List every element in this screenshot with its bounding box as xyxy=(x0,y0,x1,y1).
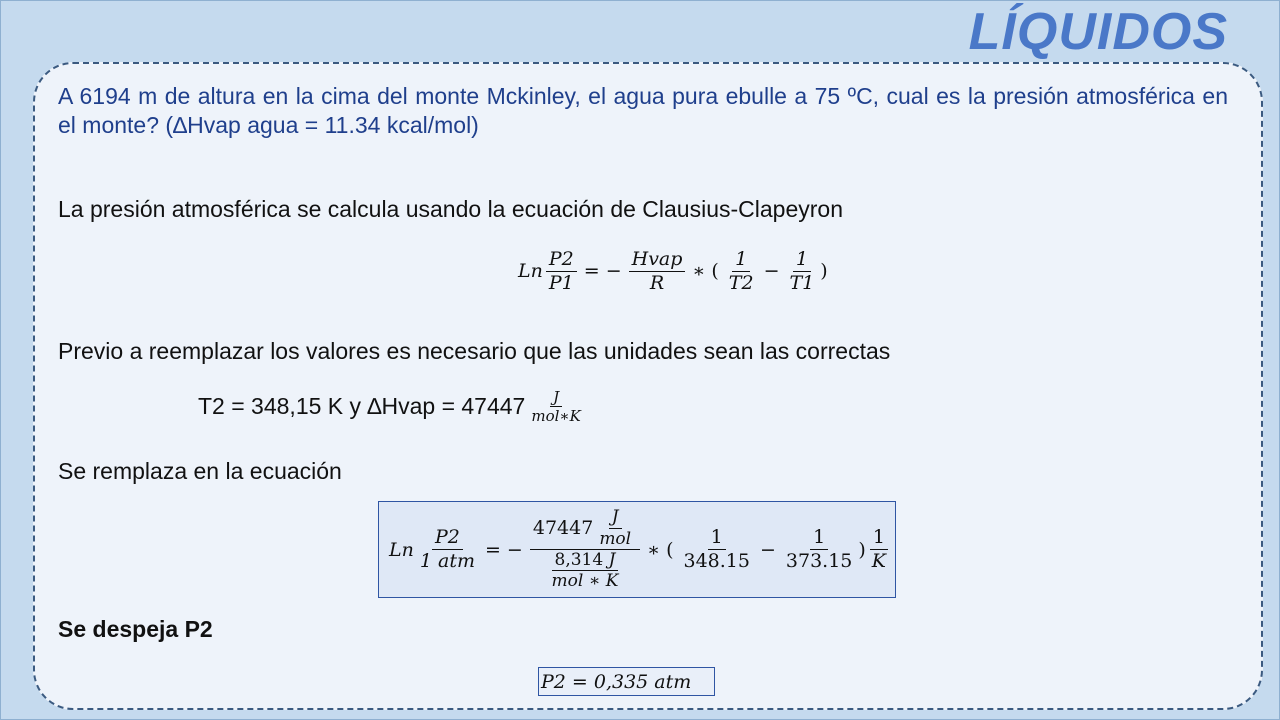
eq1-one-b: 1 xyxy=(793,248,811,272)
values-unit-den: mol∗K xyxy=(531,407,581,425)
eq1-equals: = − xyxy=(583,260,622,283)
result-text: P2 = 0,335 atm xyxy=(541,670,692,693)
result-box xyxy=(538,667,715,696)
eq1-inv-t2 xyxy=(726,248,757,295)
eq1-p1: P1 xyxy=(548,271,574,294)
eq2-den-value xyxy=(552,550,619,571)
eq2-one-b: 1 xyxy=(810,526,828,550)
eq2-p2: P2 xyxy=(432,526,463,550)
values-unit-num: J xyxy=(550,388,562,407)
eq1-inv-t1 xyxy=(786,248,817,295)
eq2-num-unit-d: mol xyxy=(599,528,632,549)
eq2-den-unit-d: mol ∗ K xyxy=(551,571,619,592)
eq2-close: ) xyxy=(858,538,866,561)
eq2-num-unit-n: J xyxy=(609,507,622,528)
eq2-inv-ta xyxy=(680,526,752,573)
eq2-one-a: 1 xyxy=(708,526,726,550)
slide-title: LÍQUIDOS xyxy=(968,3,1228,61)
content-panel xyxy=(33,62,1263,710)
substituted-equation xyxy=(378,501,896,598)
eq2-inv-tb xyxy=(783,526,855,573)
eq2-den: 8,314 xyxy=(554,550,604,570)
eq2-equals: = − xyxy=(484,538,523,561)
eq2-den-unit xyxy=(549,550,622,592)
remplaza-text: Se remplaza en la ecuación xyxy=(58,458,342,484)
eq1-close: ) xyxy=(820,260,828,283)
eq1-p-ratio xyxy=(546,248,577,295)
eq1-one-a: 1 xyxy=(732,248,750,272)
intro-text: La presión atmosférica se calcula usando la ecuación de Clausius-Clapeyron xyxy=(58,196,843,222)
eq1-star: ∗ ( xyxy=(692,260,719,283)
eq2-num: 47447 xyxy=(532,516,594,539)
clausius-clapeyron-equation xyxy=(518,248,828,295)
converted-values xyxy=(198,388,587,425)
values-text: T2 = 348,15 K y ∆Hvap = 47447 xyxy=(198,393,526,419)
problem-statement: A 6194 m de altura en la cima del monte Mckinley, el agua pura ebulle a 75 ºC, cual es la presión atmosférica en el monte? (∆Hvap agua = 11.34 kcal/mol) xyxy=(58,83,1228,138)
eq2-star: ∗ ( xyxy=(647,538,674,561)
eq1-hvap: Hvap xyxy=(629,248,686,272)
eq1-p2: P2 xyxy=(546,248,577,272)
eq2-numerator xyxy=(530,507,640,550)
eq2-one-c: 1 xyxy=(870,526,888,550)
previo-text: Previo a reemplazar los valores es necesario que las unidades sean las correctas xyxy=(58,338,891,364)
eq2-inv-k xyxy=(869,526,889,573)
values-unit xyxy=(528,388,583,425)
eq1-ln: Ln xyxy=(518,260,543,283)
eq1-r: R xyxy=(649,271,665,294)
eq2-den-unit-n: J xyxy=(608,550,616,570)
eq1-t2: T2 xyxy=(728,271,754,294)
eq2-num-unit xyxy=(596,507,634,549)
despeja-text: Se despeja P2 xyxy=(58,616,213,642)
eq2-minus: − xyxy=(759,538,776,561)
eq2-t-a: 348.15 xyxy=(683,550,750,572)
eq2-big-fraction xyxy=(530,507,640,592)
eq2-ln: Ln xyxy=(389,538,414,561)
eq2-k: K xyxy=(871,550,886,572)
eq1-minus: − xyxy=(763,260,780,283)
eq2-p-ratio xyxy=(417,526,478,573)
eq1-t1: T1 xyxy=(789,271,815,294)
eq2-denominator xyxy=(543,550,628,592)
eq2-t-b: 373.15 xyxy=(785,550,853,572)
eq1-hvap-ratio xyxy=(629,248,686,295)
eq2-atm: 1 atm xyxy=(419,550,475,572)
